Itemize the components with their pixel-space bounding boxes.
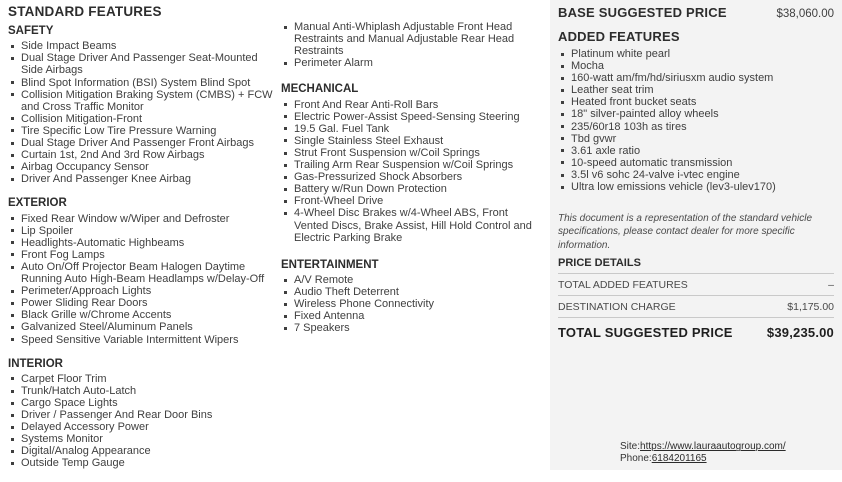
features-column-1 [8,4,274,482]
phone-link[interactable]: 6184201165 [651,453,707,465]
site-link[interactable]: https://www.lauraautogroup.com/ [640,441,786,453]
feature-item: Lip Spoiler [8,225,274,237]
feature-item: Curtain 1st, 2nd And 3rd Row Airbags [8,149,274,161]
added-feature-item: Platinum white pearl [558,48,834,60]
price-row [558,296,834,318]
site-line [620,441,786,453]
section-mechanical [281,83,541,243]
feature-item: Digital/Analog Appearance [8,445,274,457]
section-safety-continued [281,21,541,69]
added-feature-item: 10-speed automatic transmission [558,157,834,169]
total-price-value: $39,235.00 [766,324,834,340]
feature-item: Delayed Accessory Power [8,421,274,433]
entertainment-heading: ENTERTAINMENT [281,258,379,271]
feature-item: 7 Speakers [281,322,541,334]
mechanical-heading: MECHANICAL [281,83,359,96]
feature-item: Airbag Occupancy Sensor [8,161,274,173]
feature-item: Electric Power-Assist Speed-Sensing Steering [281,111,541,123]
feature-item: Black Grille w/Chrome Accents [8,309,274,321]
feature-item: 19.5 Gal. Fuel Tank [281,123,541,135]
price-row-value: – [828,278,834,291]
added-feature-item: 235/60r18 103h as tires [558,121,834,133]
feature-item: Cargo Space Lights [8,397,274,409]
section-safety [8,25,274,185]
feature-item: Tire Specific Low Tire Pressure Warning [8,125,274,137]
page-title: STANDARD FEATURES [8,4,162,19]
base-price-row [558,5,834,20]
interior-heading: INTERIOR [8,357,63,370]
feature-item: Driver / Passenger And Rear Door Bins [8,409,274,421]
feature-item: Single Stainless Steel Exhaust [281,135,541,147]
section-exterior [8,197,274,345]
total-price-label: TOTAL SUGGESTED PRICE [558,324,733,340]
feature-item: Trunk/Hatch Auto-Latch [8,385,274,397]
feature-item: Carpet Floor Trim [8,373,274,385]
feature-item: Perimeter Alarm [281,57,541,69]
feature-item: Front And Rear Anti-Roll Bars [281,99,541,111]
feature-item: Headlights-Automatic Highbeams [8,237,274,249]
dealer-contact-footer [620,441,786,465]
feature-item: Outside Temp Gauge [8,457,274,469]
feature-item: Speed Sensitive Variable Intermittent Wipers [8,334,274,346]
added-feature-item: Ultra low emissions vehicle (lev3-ulev170) [558,181,834,193]
added-feature-item: 3.5l v6 sohc 24-valve i-vtec engine [558,169,834,181]
feature-item: Perimeter/Approach Lights [8,285,274,297]
added-feature-item: Heated front bucket seats [558,96,834,108]
section-interior [8,358,274,470]
feature-item: Collision Mitigation-Front [8,113,274,125]
added-feature-item: Tbd gvwr [558,133,834,145]
mechanical-feature-list [281,99,541,244]
phone-label: Phone: [620,453,652,465]
feature-item: Fixed Rear Window w/Wiper and Defroster [8,213,274,225]
feature-item: Blind Spot Information (BSI) System Blind Spot [8,77,274,89]
price-row-value: $1,175.00 [787,300,834,313]
phone-line [620,453,786,465]
safety-continued-feature-list [281,21,541,69]
feature-item: Front-Wheel Drive [281,195,541,207]
price-details-heading: PRICE DETAILS [558,257,834,274]
base-price-label: BASE SUGGESTED PRICE [558,5,727,20]
feature-item: Collision Mitigation Braking System (CMBS) + FCW and Cross Traffic Monitor [8,89,274,113]
safety-feature-list [8,40,274,185]
feature-item: Trailing Arm Rear Suspension w/Coil Springs [281,159,541,171]
price-row-label: DESTINATION CHARGE [558,300,676,313]
added-feature-item: 18" silver-painted alloy wheels [558,108,834,120]
feature-item: Battery w/Run Down Protection [281,183,541,195]
feature-item: Side Impact Beams [8,40,274,52]
price-panel [550,0,842,470]
added-features-heading: ADDED FEATURES [558,29,680,44]
feature-item: Manual Anti-Whiplash Adjustable Front Head Restraints and Manual Adjustable Rear Head Restraints [281,21,541,57]
feature-item: Strut Front Suspension w/Coil Springs [281,147,541,159]
section-entertainment [281,259,541,335]
features-column-2 [281,21,541,346]
added-feature-item: 3.61 axle ratio [558,145,834,157]
exterior-feature-list [8,213,274,346]
price-row-label: TOTAL ADDED FEATURES [558,278,688,291]
feature-item: Wireless Phone Connectivity [281,298,541,310]
feature-item: 4-Wheel Disc Brakes w/4-Wheel ABS, Front Vented Discs, Brake Assist, Hill Hold Control and Electric Parking Brake [281,207,541,243]
disclaimer-text: This document is a representation of the standard vehicle specifications, please contact dealer for more specific information. [558,213,813,251]
feature-item: Systems Monitor [8,433,274,445]
interior-feature-list [8,373,274,470]
feature-item: Driver And Passenger Knee Airbag [8,173,274,185]
safety-heading: SAFETY [8,25,54,37]
added-feature-item: Leather seat trim [558,84,834,96]
added-feature-item: 160-watt am/fm/hd/siriusxm audio system [558,72,834,84]
entertainment-feature-list [281,274,541,334]
total-price-row [558,318,834,344]
feature-item: Front Fog Lamps [8,249,274,261]
price-detail-rows [558,274,834,318]
feature-item: Audio Theft Deterrent [281,286,541,298]
feature-item: Gas-Pressurized Shock Absorbers [281,171,541,183]
added-features-list [558,48,834,193]
base-price-value: $38,060.00 [776,8,834,20]
feature-item: Dual Stage Driver And Passenger Seat-Mounted Side Airbags [8,52,274,76]
exterior-heading: EXTERIOR [8,197,67,210]
price-row [558,274,834,296]
feature-item: Power Sliding Rear Doors [8,297,274,309]
site-label: Site: [620,441,641,453]
added-feature-item: Mocha [558,60,834,72]
feature-item: A/V Remote [281,274,541,286]
feature-item: Fixed Antenna [281,310,541,322]
feature-item: Galvanized Steel/Aluminum Panels [8,321,274,333]
feature-item: Dual Stage Driver And Passenger Front Airbags [8,137,274,149]
feature-item: Auto On/Off Projector Beam Halogen Daytime Running Auto High-Beam Headlamps w/Delay-Off [8,261,274,285]
